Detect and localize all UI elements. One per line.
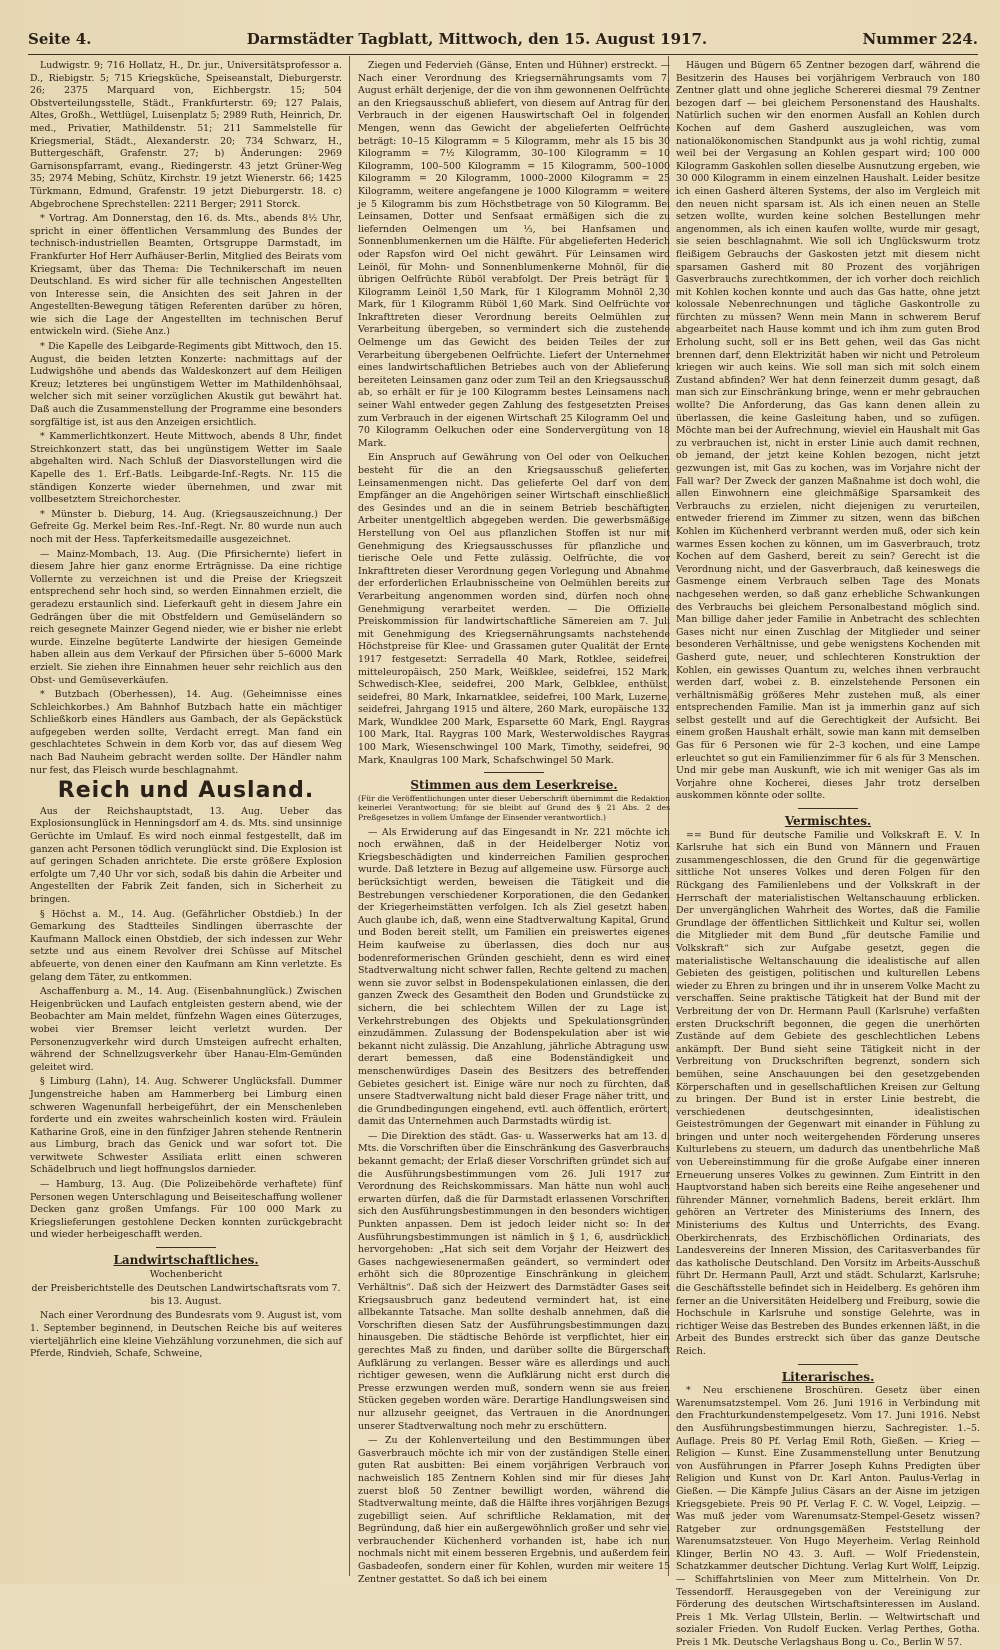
article-text: — Als Erwiderung auf das Eingesandt in Nr. 221 möchte ich noch erwähnen, daß in der Heidelberger Notiz von Kriegsbeschädigten und kinderreichen Familien gesprochen wurde. Daß letztere in Bezug auf allgemeine usw. Fürsorge auch berücksichtigt werden, beweisen die Tätigkeit und die Bestrebungen verschiedener Korporationen, die den Gedanken der Kriegerheimstätten verfolgen. Ich als Ziel gesetzt haben. Auch glaube ich, daß, wenn eine Stadtverwaltung Kapital, Grund und Boden bereit stellt, um Familien ein preiswertes eigenes Heim kaufweise zu überlassen, dies doch nur aus bodenreformerischen Gründen geschieht, denn es wird einer Stadtverwaltung nicht schwer fallen, Rechte geltend zu machen, wenn sie zuvor selbst in Bodenspekulationen einlassen, die den ganzen Zweck des Gesamtheit den Boden und Grundstücke zu sichern, die bei schlechtem Willen der zu Lage ist, Verkehrstrebungen des Objekts und Spekulationsgründen einzudämmen. Zulassung der Bodenspekulation aber ist wie bekannt nicht zulässig. Die Anzahlung, jährliche Abtragung usw. derart bemessen, daß eine Bodenständigkeit und menschenwürdiges Dasein des Besitzers des betreffenden Gebietes gesichert ist. Einige wäre nur noch zu fürchten, daß unsere Stadtverwaltung nicht bald dieser Frage näher tritt, und die Grundbedingungen eingehend, evtl. auch öffentlich, erörtert, damit das Unternehmen auch Darmstadts würdig ist. (358, 826, 670, 1128)
column-1 (30, 60, 342, 1580)
article-text: Häugen und Bügern 65 Zentner bezogen darf, während die Besitzerin des Hauses bei vorjährigem Verbrauch von 180 Zentner glatt und ohne jegliche Schererei diesmal 79 Zentner bezogen darf — bei gleichem Personenstand des Haushalts. Natürlich suchen wir den enormen Ausfall an Kohlen durch Kochen auf dem Gasherd auszugleichen, was vom nationalökonomischen Standpunkt aus ja wohl richtig, zumal weil bei der Vergasung an Kohlen gespart wird; 100 000 Kilogramm Gaskohlen sollen dieselbe Ausnutzung ergeben, wie 30 000 Kilogramm in einem einzelnen Haushalt. Leider besitze ich einen Gasherd älteren Systems, der also im Vergleich mit den neuen nicht sparsam ist. Als ich einen neuen an Stelle setzen wollte, wurden keine solchen Bestellungen mehr angenommen, als ich einen kaufen wollte, wurde mir gesagt, sie seien beschlagnahmt. Wie soll ich Unglückswurm trotz fleißigem Gebrauchs der Gaskosten jetzt mit diesem nicht sparsamen Gasherd mit 80 Prozent des vorjährigen Gasverbrauchs zurechtkommen, der ich vorher doch reichlich mit Kohlen kochen konnte und auch das Gas hatte, ohne jetzt kolossale Nebenrechnungen und tägliche Gaskontrolle zu fürchten zu müssen? Wenn mein Mann in schwerem Beruf abgearbeitet nach Hause kommt und ich ihm zum guten Brod Erholung sucht, soll er ins Bett gehen, weil das Gas nicht brennen darf, denn Elektrizität haben wir nicht und Petroleum kriegen wir auch keins. Wie soll man sich mit solch einem Zustand abfinden? Wer hat denn feinerzeit dumm gesagt, daß man sich zur Einschränkung bringe, wenn er mehr gebrauchen wollte? Die Anforderung, das Gas kann denen allein zu überlassen, die keine Gasleitung haben, und so zufügen. Möchte man bei der Aufrechnung, wieviel ein Haushalt mit Gas zu verbrauchen ist, nicht in erster Linie auch damit rechnen, ob jemand, der jetzt keine Kohlen bezogen, nicht jetzt gezwungen ist, mit Gas zu kochen, was im Vorjahre nicht der Fall war? Der Zweck der ganzen Maßnahme ist doch wohl, die allen Einwohnern eine gleichmäßige Sparsamkeit des Verbrauchs zu erzielen, nicht diejenigen zu verurteilen, entweder frierend im Zimmer zu sitzen, wenn das bißchen Kohlen im Küchenherd verbrannt werden muß, oder sich kein warmes Essen kochen zu können, um im Gasverbrauch, trotz Kochen auf dem Gasherd, bereit zu sein? Gerecht ist die Verordnung nicht, und der Gasverbrauch, daß keineswegs die Gasmenge einem Verbrauch selben Tage des Monats nachgesehen werden, so daß ganz erhebliche Schwankungen des Verbrauchs bei gleichem Personalbestand möglich sind. Man billige daher jeder Familie in Anbetracht des schlechten Gases nicht nur einen Zuschlag der Mitglieder und seiner besonderen Verhältnisse, und gebe wenigstens Kochenden mit Gasherd gute, neuer, und schlechteren Konstruktion der Kohlen, ein gewisses Quantum zu, welches ihnen verbraucht werden darf, wobei z. B. einzelstehende Personen ein verhältnismäßig größeres Mehr zustehen muß, als einer entsprechenden Familie. Man ist ja immerhin ganz auf sich selbst gestellt und auf die Gerechtigkeit der Aufsicht. Bei einem großen Haushalt erhält, sowie man kann mit demselben Gas für 6 Personen wie für 2–3 kochen, und eine Lampe erleuchtet so gut ein Familienzimmer für 6 als für 3 Menschen. Und mir gebe man Auskunft, wie ich mit weniger Gas als im Vorjahre ohne Kocherei, dieses Jahr trotz derselben auskommen könnte oder sollte. (676, 60, 980, 802)
article-text: — Mainz-Mombach, 13. Aug. (Die Pfirsichernte) liefert in diesem Jahre hier ganz enorme Erträgnisse. Da eine richtige Vollernte zu verzeichnen ist und die Preise der Kriegszeit entsprechend sehr hoch sind, so werden Einnahmen erzielt, die geradezu erstaunlich sind. Lieferkauft geht in diesem Jahre ein Gedrängen über die mit Obstfeldern und Gemüseländern so reich gesegnete Mainzer Gegend nieder, wie er bisher nie erlebt wurde. Einzelne begüterte Landwirte der hiesigen Gemeinde haben allein aus dem Verkauf der Pfirsichen über 5–6000 Mark erzielt. Sie ziehen ihre Einnahmen heuer sehr reichlich aus den Obst- und Gemüseverkäufen. (30, 548, 342, 686)
section-heading: Literarisches. (781, 1369, 875, 1384)
separator (798, 808, 858, 809)
section-heading: Landwirtschaftliches. (113, 1253, 259, 1268)
page-number: Seite 4. (28, 30, 92, 48)
column-3 (676, 60, 980, 1649)
article-text: § Höchst a. M., 14. Aug. (Gefährlicher Obstdieb.) In der Gemarkung des Stadtteiles Sindlingen überraschte der Kaufmann Mallock einen Obstdieb, der sich indessen zur Wehr setzte und aus einem Revolver drei Schüsse auf Mitschel abfeuerte, von denen einer den Kaufmann am Kinn verletzte. Es gelang dem Täter, zu entkommen. (30, 908, 342, 983)
article-text: * Die Kapelle des Leibgarde-Regiments gibt Mittwoch, den 15. August, die beiden letzten Konzerte: nachmittags auf der Ludwigshöhe und abends das Waldeskonzert auf dem Heiligen Kreuz; letzteres bei ungünstigem Wetter im Mathildenhöhsaal, welcher sich mit seiner vorzüglichen Akustik gut bewährt hat. Daß auch die Zusammenstellung der Programme eine besonders sorgfältige ist, ist aus den Anzeigen ersichtlich. (30, 341, 342, 428)
editorial-note: (Für die Veröffentlichungen unter dieser Ueberschrift übernimmt die Redaktion keinerlei Verantwortung; für sie bleibt auf Grund des § 21 Abs. 2 des Preßgesetzes in vollem Umfange der Einsender verantwortlich.) (358, 793, 670, 823)
article-text: * Neu erschienene Broschüren. Gesetz über einen Warenumsatzstempel. Vom 26. Juni 1916 in Verbindung mit den Frachturkundenstempelgesetz. Vom 17. Juni 1916. Nebst den Ausführungsbestimmungen hierzu, Sachregister. 1.–5. Auflage. Preis 80 Pf. Verlag Emil Roth, Gießen. — Krieg — Religion — Kunst. Eine Zusammenstellung unter Benutzung von Ausführungen in Pfarrer Joseph Kuhns Predigten über Religion und Kunst von Dr. Karl Anton. Paulus-Verlag in Gießen. — Die Kämpfe Julius Cäsars an der Aisne im jetzigen Kriegsgebiete. Preis 90 Pf. Verlag F. C. W. Vogel, Leipzig. — Was muß jeder vom Warenumsatz-Stempel-Gesetz wissen? Ratgeber zur ordnungsgemäßen Feststellung der Warenumsatzsteuer. Von Hugo Meyerheim. Verlag Reinhold Klinger, Berlin NO 43. 3. Aufl. — Wolf Friedenstein, Schatzkammer deutscher Dichtung. Verlag Kurt Wolff, Leipzig. — Schiffahrtslinien von Meer zum Mittelrhein. Von Dr. Tessendorff. Herausgegeben von der Vereinigung zur Förderung des deutschen Wirtschaftsinteressen im Ausland. Preis 1 Mk. Verlag Ullstein, Berlin. — Weltwirtschaft und sozialer Frieden. Von Rudolf Eucken. Verlag Perthes, Gotha. Preis 1 Mk. Deutsche Verlagshaus Bong u. Co., Berlin W 57. (676, 1385, 980, 1649)
article-text: § Limburg (Lahn), 14. Aug. Schwerer Unglücksfall. Dummer Jungenstreiche haben am Hammerberg bei Limburg einen schweren Wagenunfall herbeigeführt, der ein Menschenleben forderte und ein zweites wahrscheinlich kosten wird. Fräulein Katharine Groß, eine in den fünfziger Jahren stehende Rentnerin aus Limburg, brach das Genick und war sofort tot. Die verwitwete Schwester Assiliata erlitt einen schweren Schädelbruch und liegt hoffnungslos darnieder. (30, 1076, 342, 1176)
section-heading: Stimmen aus dem Leserkreise. (410, 778, 618, 793)
separator (484, 772, 544, 773)
paper-title: Darmstädter Tagblatt, Mittwoch, den 15. August 1917. (246, 30, 708, 48)
article-text: * Butzbach (Oberhessen), 14. Aug. (Geheimnisse eines Schleichkorbes.) Am Bahnhof Butzbach hatte ein mächtiger Schließkorb eines Händlers aus Gambach, der als Gepäckstück aufgegeben werden sollte, Verdacht erregt. Man fand ein geschlachtetes Schwein in dem Korb vor, das auf diesem Weg nach Bad Nauheim gebracht werden sollte. Der Händler nahm nur fest, das Fleisch wurde beschlagnahmt. (30, 689, 342, 776)
column-divider-1 (349, 56, 350, 1576)
article-text: der Preisberichtstelle des Deutschen Landwirtschaftsrats vom 7. bis 13. August. (31, 1283, 341, 1307)
article-text: Ludwigstr. 9; 716 Hollatz, H., Dr. jur., Universitätsprofessor a. D., Riebigstr. 5; 715 Kriegsküche, Speiseanstalt, Dieburgerstr. 26; 2375 Marquard von, Eichbergstr. 15; 504 Obstverteilungsstelle, Städt., Frankfurterstr. 69; 127 Palais, Altes, Großh., Wettlügel, Luisenplatz 5; 2989 Ruth, Heinrich, Dr. med., Privatier, Mathildenstr. 51; 211 Sammelstelle für Kriegsmerial, Städt., Alexanderstr. 20; 734 Schwarz, H., Buttergeschäft, Grafenstr. 27; b) Änderungen: 2969 Garnisonspfarramt, evang., Riedingerstr. 43 jetzt Grüner-Weg 35; 2974 Mebing, Schütz, Kirchstr. 19 jetzt Wienerstr. 66; 1425 Türkmann, Edmund, Grafenstr. 19 jetzt Dieburgerstr. 18. c) Abgebrochene Sprechstellen: 2211 Berger; 2911 Storck. (30, 60, 342, 210)
masthead (28, 28, 978, 50)
section-heading: Reich und Ausland. (57, 778, 315, 804)
article-text: Ein Anspruch auf Gewährung von Oel oder von Oelkuchen besteht für die an den Kriegsausschuß gelieferten Leinsamenmengen nicht. Das gelieferte Oel darf von dem Empfänger an die Angehörigen seiner Wirtschaft einschließlich des Gesindes und an die in seinem Betrieb beschäftigten Arbeiter unentgeltlich abgegeben werden. Die gewerbsmäßige Herstellung von Oel aus pflanzlichen Stoffen ist nur mit Genehmigung des Kriegsausschusses für pflanzliche und tierische Oele und Fette zulässig. Oelfrüchte, die vor Inkrafttreten dieser Verordnung gegen Vorlegung und Abnahme der erforderlichen Erlaubnisscheine von Oelmühlen bereits zur Verarbeitung angenommen worden sind, dürfen noch ohne Genehmigung verarbeitet werden. — Die Offizielle Preiskommission für landwirtschaftliche Sämereien am 7. Juli mit Genehmigung des Kriegsernährungsamts nachstehende Höchstpreise für Klee- und Grassamen guter Qualität der Ernte 1917 festgesetzt: Serradella 40 Mark, Rotklee, seidefrei, mitteleuropäisch, 250 Mark, Weißklee, seidefrei, 152 Mark, Schwedisch-Klee, seidefrei, 200 Mark, Gelbklee, enthülst, seidefrei, 80 Mark, Inkarnatklee, seidefrei, 100 Mark, Luzerne, seidefrei, Jahrgang 1915 und ältere, 260 Mark, europäische 132 Mark, Wundklee 200 Mark, Esparsette 60 Mark, Engl. Raygras 100 Mark, Ital. Raygras 100 Mark, Westerwoldisches Raygras 100 Mark, Wiesenschwingel 100 Mark, Timothy, seidefrei, 90 Mark, Knaulgras 100 Mark, Schafschwingel 50 Mark. (358, 452, 670, 766)
article-text: == Bund für deutsche Familie und Volkskraft E. V. In Karlsruhe hat sich ein Bund von Männern und Frauen zusammengeschlossen, die den Grund für die gegenwärtige sittliche Not unseres Volkes und deren Folgen für den Rückgang des Familienlebens und der Volkskraft in der Herrschaft der materialistischen Weltanschauung erblicken. Der unvergänglichen Wahrheit des Wortes, daß die Familie Grundlage der öffentlichen Sittlichkeit und Kultur sei, wollen die Mitglieder mit dem Bund „für deutsche Familie und Volkskraft“ sich zur Aufgabe gesetzt, gegen die materialistische Weltanschauung die idealistische auf allen Gebieten des geistigen, politischen und kulturellen Lebens wieder zu Ehren zu bringen und ihr in unserem Volke Macht zu verschaffen. Seine praktische Tätigkeit hat der Bund mit der Verbreitung der von Dr. Hermann Paull (Karlsruhe) verfaßten ersten Druckschrift begonnen, die gegen die unerhörten Zustände auf dem Gebiete des geschlechtlichen Lebens ankämpft. Der Bund sieht seine Tätigkeit nicht in der Verbreitung von Druckschriften begrenzt, sondern sich bemühen, seine Anschauungen bei den gesetzgebenden Körperschaften und in gesellschaftlichen Kreisen zur Geltung zu bringen. Der Bund ist in erster Linie bestrebt, die verschiedenen deutschgesinnten, idealistischen Geisteströmungen der Gegenwart mit einander in Fühlung zu bringen und unter noch weitergehenden Förderung unseres Kulturlebens zu steuern, um dadurch das unentbehrliche Maß von Uebereinstimmung für die große Aufgabe einer inneren Erneuerung unseres Volkes zu gewinnen. Zum Eintritt in den Hauptvorstand haben sich bereits eine Reihe angesehener und führender Männer, vornehmlich Badens, bereit erklärt. Ihm gehören an Vertreter des Ministeriums des Innern, des Ministeriums des Kultus und Unterrichts, des Evang. Oberkirchenrats, des Erzbischöflichen Ordinariats, des Landesvereins der Inneren Mission, des Caritasverbandes für das katholische Deutschland. Den Vorsitz im Arbeits-Ausschuß führt Dr. Hermann Paull, Arzt und städt. Schularzt, Karlsruhe; die Geschäftsstelle befindet sich in Heidelberg. Es gehören ihm ferner an die Universitäten Heidelberg und Freiburg, sowie die Hochschule in Karlsruhe und sonstige Gelehrte, was in richtiger Weise das Bestreben des Bundes erkennen läßt, in die Arbeit des Bundes erstreckt sich über das ganze Deutsche Reich. (676, 829, 980, 1357)
article-text: * Kammerlichtkonzert. Heute Mittwoch, abends 8 Uhr, findet Streichkonzert statt, das bei ungünstigem Wetter im Saale abgehalten wird. Nach Schluß der Diasvorstellungen wird die Kapelle des 1. Erf.-Batls. Leibgarde-Inf.-Regts. Nr. 115 die ständigen Konzerte wieder übernehmen, und zwar mit vollbesetztem Streichorchester. (30, 431, 342, 506)
article-text: — Zu der Kohlenverteilung und den Bestimmungen über Gasverbrauch möchte ich mir von der zuständigen Stelle einen guten Rat ausbitten: Bei einem vorjährigen Verbrauch von nachweislich 185 Zentnern Kohlen sind mir für dieses Jahr zuerst bloß 50 Zentner bewilligt worden, während die Stadtverwaltung meinte, daß die Hälfte ihres vorjährigen Bezugs zugebilligt seien. Auf schriftliche Reklamation, mit der Begründung, daß hier ein außergewöhnlich großer und sehr viel verbrauchender Küchenherd vorhanden ist, habe ich nun nochmals nicht mit einem besseren Ergebnis, und außerdem fein Gasbadeofen, sondern einer für Kohlen, wurden mir weitere 15 Zentner gestattet. So daß ich bei einem (358, 1435, 670, 1585)
article-text: Aschaffenburg a. M., 14. Aug. (Eisenbahnunglück.) Zwischen Heigenbrücken und Laufach entgleisten gestern abend, wie der Beobachter am Main meldet, fünfzehn Wagen eines Güterzuges, wobei vier Bremser leicht verletzt wurden. Der Personenzugverkehr wird durch Umsteigen aufrecht erhalten, während der Schnellzugsverkehr über Hanau-Elm-Gemünden geleitet wird. (30, 986, 342, 1073)
masthead-rule (28, 54, 978, 55)
column-2 (358, 60, 670, 1585)
article-text: * Vortrag. Am Donnerstag, den 16. ds. Mts., abends 8½ Uhr, spricht in einer öffentlichen Versammlung des Bundes der technisch-industriellen Beamten, Ortsgruppe Darmstadt, im Frankfurter Hof Herr Aufhäuser-Berlin, Mitglied des Beirats vom Kriegsamt, über das Thema: Die Technikerschaft im neuen Deutschland. Es wird sicher für alle technischen Angestellten von Interesse sein, die Ansichten des seit Jahren in der Angestellten-Bewegung tätigen Referenten darüber zu hören, wie sich die Lage der Angestellten im technischen Beruf entwickeln wird. (Siehe Anz.) (30, 213, 342, 338)
separator (156, 1247, 216, 1248)
article-text: Ziegen und Federvieh (Gänse, Enten und Hühner) erstreckt. — Nach einer Verordnung des Kriegsernährungsamts vom 7. August erhält derjenige, der die von ihm gewonnenen Oelfrüchte an den Kriegsausschuß abliefert, von diesem auf Antrag für den Verbrauch in der eigenen Hauswirtschaft Oel in folgenden Mengen, wenn das Gewicht der abgelieferten Oelfrüchte beträgt: 10–15 Kilogramm = 5 Kilogramm, mehr als 15 bis 30 Kilogramm = 7½ Kilogramm, 30–100 Kilogramm = 10 Kilogramm, 100–500 Kilogramm = 15 Kilogramm, 500–1000 Kilogramm = 20 Kilogramm, 1000–2000 Kilogramm = 25 Kilogramm, weitere angefangene je 1000 Kilogramm = weitere je 5 Kilogramm bis zum Höchstbetrage von 50 Kilogramm. Bei Leinsamen, Dotter und Senfsaat ermäßigen sich die zu liefernden Oelmengen um ⅓, bei Hanfsamen und Sonnenblumenkernen um die Hälfte. Für abgelieferten Hederich oder Rapsfon wird Oel nicht gewährt. Für Leinsamen wird Leinöl, für Mohn- und Sonnenblumenkerne Mohnöl, für die übrigen Oelfrüchte Rüböl verabfolgt. Der Preis beträgt für 1 Kilogramm Leinöl 1,50 Mark, für 1 Kilogramm Mohnöl 2,30 Mark, für 1 Kilogramm Rüböl 1,60 Mark. Sind Oelfrüchte vor Inkrafttreten dieser Verordnung bereits Oelmühlen zur Verarbeitung übergeben, so vermindert sich die zustehende Oelmenge um das Gewicht des beiden Teiles der zur Verarbeitung übergebenen Oelfrüchte. Liefert der Unternehmer eines landwirtschaftlichen Betriebes auch von der Ablieferung bereiteten Leinsamen ganz oder zum Teil an den Kriegsausschuß ab, so erhält er für je 100 Kilogramm bestes Leinsamens nach seiner Wahl entweder gegen Zahlung des festgesetzten Preises zum Verbrauch in der eigenen Wirtschaft 25 Kilogramm Oel und 70 Kilogramm Oelkuchen oder eine Sondervergütung von 18 Mark. (358, 60, 670, 449)
article-text: — Hamburg, 13. Aug. (Die Polizeibehörde verhaftete) fünf Personen wegen Unterschlagung und Beiseiteschaffung wollener Decken ganz großen Umfangs. Für 100 000 Mark zu Kriegslieferungen gestohlene Decken konnten zurückgebracht und wieder herbeigeschafft werden. (30, 1179, 342, 1241)
separator (798, 1364, 858, 1365)
section-subheading: Wochenbericht (149, 1268, 223, 1280)
section-heading: Vermischtes. (784, 814, 872, 829)
article-text: * Münster b. Dieburg, 14. Aug. (Kriegsauszeichnung.) Der Gefreite Gg. Merkel beim Res.-Inf.-Regt. Nr. 80 wurde nun auch noch mit der Hess. Tapferkeitsmedaille ausgezeichnet. (30, 508, 342, 545)
article-text: Nach einer Verordnung des Bundesrats vom 9. August ist, vom 1. September beginnend, in Deutschen Reiche bis auf weiteres vierteljährlich eine kleine Viehzählung vorzunehmen, die sich auf Pferde, Rindvieh, Schafe, Schweine, (30, 1310, 342, 1360)
article-text: Aus der Reichshauptstadt, 13. Aug. Ueber das Explosionsunglück in Henningsdorf am 4. ds. Mts. sind unsinnige Gerüchte im Umlauf. Es wird noch einmal festgestellt, daß im ganzen acht Personen tödlich verunglückt sind. Die Explosion ist auf geringen Schaden anrichtete. Die erste größere Explosion erfolgte um 7,40 Uhr vor sich, sodaß bis dahin die Arbeiter und Angestellten der Fabrik Zeit fanden, sich in Sicherheit zu bringen. (30, 805, 342, 905)
issue-number: Nummer 224. (862, 30, 978, 48)
article-text: — Die Direktion des städt. Gas- u. Wasserwerks hat am 13. d. Mts. die Vorschriften über die Einschränkung des Gasverbrauchs bekannt gemacht; der Erlaß dieser Vorschriften gründet sich auf die Ausführungsbestimmungen vom 26. Juli 1917 zur Verordnung des Reichskommissars. Man hätte nun wohl auch erwarten dürfen, daß die für Darmstadt erlassenen Vorschriften sich den Ausführungsbestimmungen in den besonders wichtigen Punkten anpassen. Dem ist jedoch leider nicht so: In der Ausführungsbestimmungen ist nämlich in § 1, 6, ausdrücklich hervorgehoben: „Hat sich seit dem Vorjahr der Heizwert des Gases nachgewiesenermaßen geändert, so vermindert oder erhöht sich die 80prozentige Einschränkung in gleichem Verhältnis“. Daß sich der Heizwert des Darmstädter Gases seit Kriegsausbruch ganz bedeutend vermindert hat, ist eine allbekannte Tatsache. Man sollte deshalb annehmen, daß die Vorschriften diesen Satz der Ausführungsbestimmungen dazu hinausgeben. Die städtische Behörde ist verpflichtet, hier ein gerechtes Maß zu finden, und darüber sollte die Bürgerschaft Aufklärung zu verlangen. Besser wäre es allerdings und auch richtiger gewesen, wenn die Aufklärung nicht erst durch die Presse erzwungen werden muß, sondern wenn sie aus freien Stücken gegeben worden wäre. Derartige Handlungsweisen sind nur allzusehr geeignet, das Vertrauen in die Anordnungen unserer Stadtverwaltung noch mehr zu erschüttern. (358, 1130, 670, 1432)
